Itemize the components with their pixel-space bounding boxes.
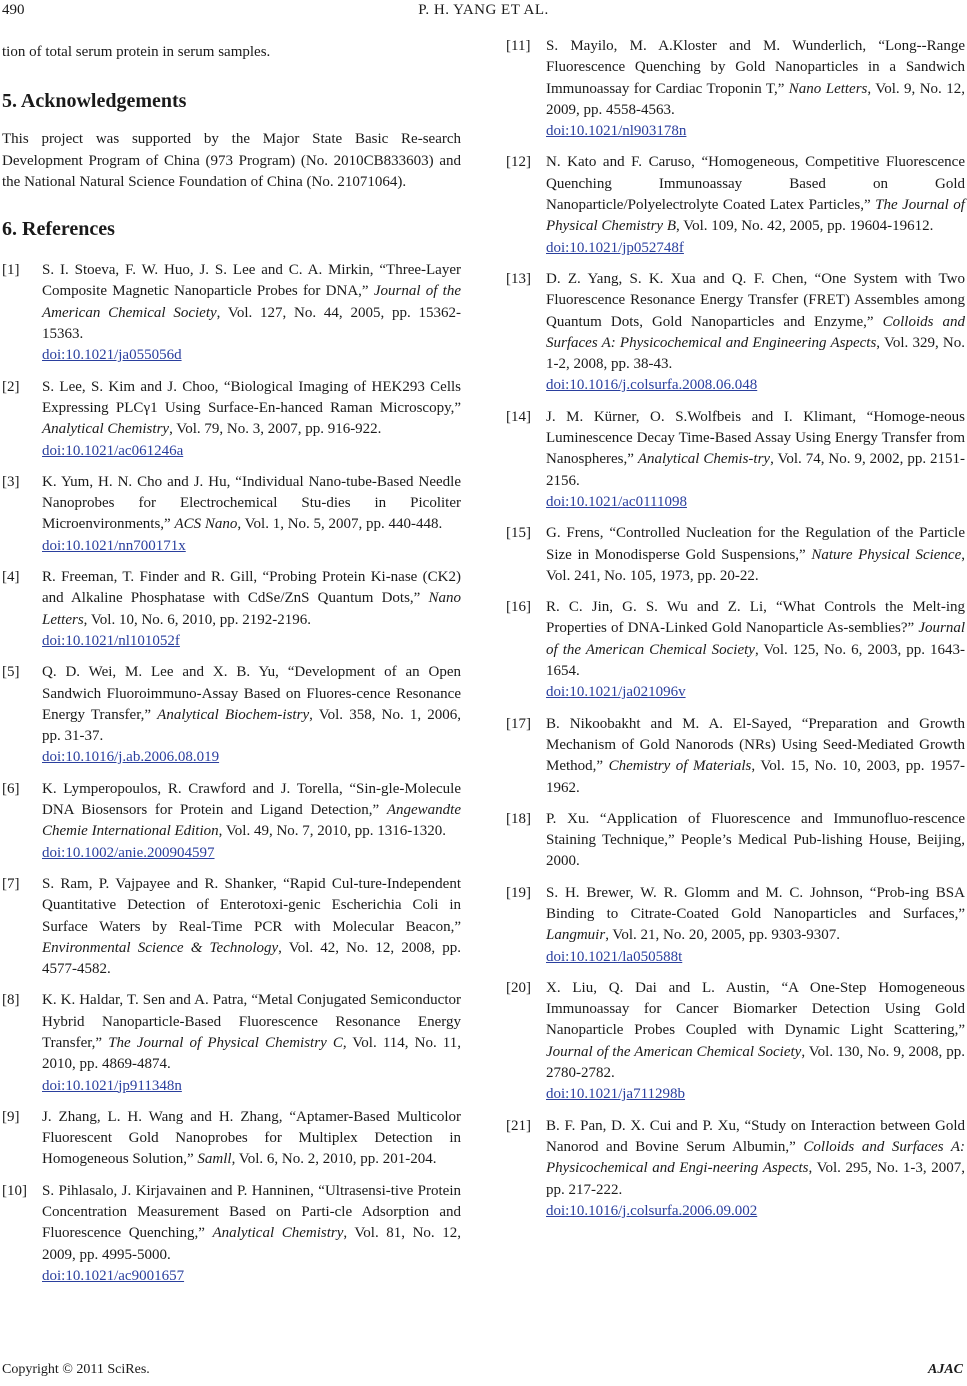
reference-number: [16] (506, 599, 531, 616)
reference-journal: ACS Nano (174, 516, 238, 533)
reference-text: B. F. Pan, D. X. Cui and P. Xu, “Study on Interaction between Gold Nanorod and Bovine Serum Albumin,” (546, 1117, 965, 1155)
reference-number: [11] (506, 38, 531, 54)
reference-journal: Environmental Science & Technology (42, 939, 279, 956)
reference-details: , Vol. 49, No. 7, 2010, pp. 1316-1320. (218, 823, 447, 840)
reference-text: J. Zhang, L. H. Wang and H. Zhang, “Aptamer-Based Multicolor Fluorescent Gold Nanoprobes for Multiplex Detection in Homogeneous Solution,” (42, 1108, 461, 1168)
doi-line (42, 631, 461, 652)
copyright: Copyright © 2011 SciRes. (2, 1362, 150, 1377)
reference-details: , Vol. 125, No. 6, 2003, pp. 1643-1654. (546, 641, 965, 680)
journal-abbrev: AJAC (927, 1362, 963, 1377)
doi-link[interactable]: doi:10.1021/ac0111098 (546, 493, 687, 510)
reference-details: , Vol. 130, No. 9, 2008, pp. 2780-2782. (546, 1043, 965, 1082)
reference-text: X. Liu, Q. Dai and L. Austin, “A One-Step Homogeneous Immunoassay for Cancer Biomarker Detection Using Gold Nanoparticle Probes Coupled with Dynamic Light Scattering,” (546, 979, 965, 1039)
reference-details: , Vol. 241, No. 105, 1973, pp. 20-22. (546, 546, 966, 584)
reference-text: K. Yum, H. N. Cho and J. Hu, “Individual Nano-tube-Based Needle Nanoprobes for Electrochemical Stu-dies in Picoliter Microenvironments,” (42, 473, 461, 533)
doi-line (546, 238, 965, 259)
reference-number: [7] (2, 875, 20, 892)
doi-link[interactable]: doi:10.1021/jp052748f (546, 239, 684, 256)
reference-number: [14] (506, 408, 531, 425)
reference-number: [12] (506, 154, 531, 171)
reference-number: [2] (2, 378, 20, 395)
reference-number: [5] (2, 664, 20, 681)
doi-link[interactable]: doi:10.1021/jp911348n (42, 1077, 182, 1094)
reference-number: [1] (2, 262, 20, 279)
doi-link[interactable]: doi:10.1021/la050588t (546, 948, 683, 965)
reference-text: N. Kato and F. Caruso, “Homogeneous, Competitive Fluorescence Quenching Immunoassay Based on Gold Nanoparticle/Polyelectrolyte Coated Latex Particles,” (546, 154, 965, 214)
reference-details: , Vol. 358, No. 1, 2006, pp. 31-37. (42, 706, 461, 745)
doi-link[interactable]: doi:10.1021/nl101052f (42, 632, 180, 649)
reference-number: [15] (506, 525, 531, 542)
reference-item (506, 36, 965, 142)
reference-item (506, 883, 965, 968)
reference-text: R. C. Jin, G. S. Wu and Z. Li, “What Controls the Melt-ing Properties of DNA-Linked Gold Nanoparticle As-semblies?” (546, 599, 965, 637)
reference-text: J. M. Kürner, O. S.Wolfbeis and I. Klimant, “Homoge-neous Luminescence Decay Time-Based Assay Using Energy Transfer from Nanospheres,” (546, 408, 965, 468)
reference-details: , Vol. 81, No. 12, 2009, pp. 4995-5000. (42, 1225, 461, 1263)
reference-item (506, 152, 965, 258)
reference-details: , Vol. 6, No. 2, 2010, pp. 201-204. (231, 1151, 437, 1168)
reference-journal: Journal of the American Chemical Society (546, 1043, 802, 1060)
doi-line (42, 1266, 461, 1287)
reference-details: , Vol. 79, No. 3, 2007, pp. 916-922. (169, 421, 382, 438)
reference-details: , Vol. 109, No. 42, 2005, pp. 19604-19612. (675, 218, 934, 235)
reference-journal: Langmuir (546, 927, 606, 944)
reference-number: [3] (2, 473, 20, 490)
reference-number: [19] (506, 884, 531, 901)
reference-details: , Vol. 10, No. 6, 2010, pp. 2192-2196. (83, 611, 312, 628)
intro-text: tion of total serum protein in serum samples. (2, 44, 271, 60)
reference-text: Q. D. Wei, M. Lee and X. B. Yu, “Development of an Open Sandwich Fluoroimmuno-Assay Based on Fluores-cence Resonance Energy Transfer,” (42, 664, 461, 723)
doi-link[interactable]: doi:10.1002/anie.200904597 (42, 844, 215, 861)
reference-item (2, 1107, 461, 1171)
doi-line (546, 682, 965, 703)
reference-number: [13] (506, 270, 531, 287)
doi-line (42, 441, 461, 462)
references-heading: 6. References (2, 218, 115, 241)
reference-item (506, 978, 965, 1106)
reference-item (506, 809, 965, 873)
reference-details: , Vol. 15, No. 10, 2003, pp. 1957-1962. (546, 758, 965, 796)
reference-details: , Vol. 114, No. 11, 2010, pp. 4869-4874. (42, 1034, 461, 1073)
reference-details: , Vol. 74, No. 9, 2002, pp. 2151-2156. (546, 451, 966, 489)
doi-line (42, 345, 461, 366)
reference-item (506, 714, 965, 799)
reference-list-left (2, 260, 461, 1287)
reference-text: S. Pihlasalo, J. Kirjavainen and P. Hanninen, “Ultrasensi-tive Protein Concentration Measurement Based on Parti-cle Adsorption and Fluorescence Quenching,” (42, 1182, 461, 1242)
reference-text: S. Ram, P. Vajpayee and R. Shanker, “Rapid Cul-ture-Independent Quantitative Detection of Enterotoxi-genic Escherichia Coli in Surface Waters by Real-Time PCR with Molecular Beacon,” (42, 875, 461, 935)
reference-number: [18] (506, 810, 531, 827)
reference-item (2, 662, 461, 768)
reference-number: [20] (506, 979, 531, 996)
doi-link[interactable]: doi:10.1021/ac9001657 (42, 1267, 185, 1284)
reference-details: , Vol. 127, No. 44, 2005, pp. 15362-15363. (42, 304, 461, 343)
ack-heading: 5. Acknowledgements (2, 90, 187, 113)
reference-number: [21] (506, 1117, 531, 1134)
doi-link[interactable]: doi:10.1016/j.ab.2006.08.019 (42, 749, 220, 766)
reference-journal: Analytical Chemis-try (637, 451, 771, 468)
reference-journal: Samll (197, 1151, 232, 1168)
doi-link[interactable]: doi:10.1016/j.colsurfa.2008.06.048 (546, 377, 758, 394)
reference-journal: Chemistry of Materials (608, 758, 752, 775)
reference-text: K. Lymperopoulos, R. Crawford and J. Torella, “Sin-gle-Molecule DNA Biosensors for Protein and Ligand Detection,” (42, 780, 461, 819)
doi-line (42, 536, 461, 557)
reference-text: P. Xu. “Application of Fluorescence and Immunofluo-rescence Staining Technique,” People’s Medical Pub-lishing House, Beijing, 2000. (546, 810, 965, 870)
doi-line (546, 1084, 965, 1105)
reference-journal: The Journal of Physical Chemistry C (108, 1034, 343, 1051)
reference-details: , Vol. 42, No. 12, 2008, pp. 4577-4582. (42, 939, 461, 978)
reference-item (2, 990, 461, 1096)
reference-journal: Journal of the American Chemical Society (42, 283, 461, 321)
doi-link[interactable]: doi:10.1021/ja711298b (546, 1086, 686, 1103)
doi-link[interactable]: doi:10.1021/nl903178n (546, 123, 687, 140)
reference-item (506, 523, 965, 587)
reference-item (506, 269, 965, 397)
reference-item (2, 779, 461, 864)
doi-line (546, 121, 965, 142)
reference-text: S. Mayilo, M. A.Kloster and M. Wunderlich, “Long--Range Fluorescence Quenching by Gold Nanoparticles in a Sandwich Immunoassay for Cardiac Troponin T,” (546, 38, 965, 97)
reference-item (506, 407, 965, 513)
doi-line (42, 843, 461, 864)
reference-journal: Nano Letters (788, 80, 868, 97)
doi-line (42, 1076, 461, 1097)
reference-text: S. I. Stoeva, F. W. Huo, J. S. Lee and C. A. Mirkin, “Three-Layer Composite Magnetic Nanoparticle Probes for DNA,” (42, 262, 461, 300)
reference-details: , Vol. 1, No. 5, 2007, pp. 440-448. (237, 516, 443, 533)
reference-item (2, 472, 461, 557)
doi-link[interactable]: doi:10.1016/j.colsurfa.2006.09.002 (546, 1202, 758, 1219)
reference-item (2, 874, 461, 980)
doi-line (546, 1201, 965, 1222)
reference-details: , Vol. 21, No. 20, 2005, pp. 9303-9307. (605, 927, 841, 944)
reference-journal: The Journal of Physical Chemistry B (546, 197, 965, 235)
reference-text: B. Nikoobakht and M. A. El-Sayed, “Preparation and Growth Mechanism of Gold Nanorods (NRs) Using Seed-Mediated Growth Method,” (546, 715, 965, 775)
doi-line (546, 492, 965, 513)
reference-item (2, 377, 461, 462)
reference-journal: Colloids and Surfaces A: Physicochemical and Engi-neering Aspects (546, 1138, 966, 1177)
doi-link[interactable]: doi:10.1021/nn700171x (42, 537, 186, 554)
left-column (2, 36, 461, 1297)
right-column (506, 36, 965, 1232)
ack-text: This project was supported by the Major State Basic Re-search Development Program of China (973 Program) (No. 2010CB833603) and the National Natural Science Foundation of China (No. 21071064). (2, 131, 461, 190)
doi-line (546, 947, 965, 968)
reference-text: K. K. Haldar, T. Sen and A. Patra, “Metal Conjugated Semiconductor Hybrid Nanoparticle-Based Fluorescence Resonance Energy Transfer,” (42, 992, 461, 1051)
reference-number: [8] (2, 992, 20, 1009)
reference-details: , Vol. 9, No. 12, 2009, pp. 4558-4563. (546, 80, 965, 118)
reference-journal: Angewandte Chemie International Edition (42, 802, 461, 840)
reference-list-right (506, 36, 965, 1222)
reference-journal: Analytical Chemistry (42, 421, 170, 438)
running-head: P. H. YANG ET AL. (418, 2, 549, 18)
reference-journal: Analytical Chemistry (212, 1225, 344, 1242)
reference-text: S. Lee, S. Kim and J. Choo, “Biological Imaging of HEK293 Cells Expressing PLCγ1 Using Surface-En-hanced Raman Microscopy,” (42, 378, 461, 416)
reference-number: [10] (2, 1182, 27, 1199)
reference-item (506, 597, 965, 703)
reference-number: [6] (2, 780, 20, 797)
doi-line (42, 747, 461, 768)
reference-number: [4] (2, 569, 20, 586)
reference-details: , Vol. 329, No. 1-2, 2008, pp. 38-43. (546, 334, 965, 373)
reference-number: [9] (2, 1108, 20, 1125)
reference-details: , Vol. 295, No. 1-3, 2007, pp. 217-222. (546, 1160, 965, 1198)
reference-text: D. Z. Yang, S. K. Xua and Q. F. Chen, “One System with Two Fluorescence Resonance Energy Transfer (FRET) Assembles among Quantum Dots, Gold Nanoparticles and Enzyme,” (546, 270, 965, 330)
reference-text: S. H. Brewer, W. R. Glomm and M. C. Johnson, “Prob-ing BSA Binding to Citrate-Coated Gold Nanoparticles and Surfaces,” (546, 884, 965, 922)
reference-journal: Nano Letters (42, 590, 461, 628)
reference-journal: Colloids and Surfaces A: Physicochemical and Engineering Aspects (546, 313, 965, 351)
doi-line (546, 375, 965, 396)
reference-journal: Analytical Biochem-istry (157, 706, 310, 723)
reference-journal: Journal of the American Chemical Society (546, 620, 965, 658)
reference-item (2, 1181, 461, 1287)
reference-item (506, 1116, 965, 1222)
reference-number: [17] (506, 715, 531, 732)
reference-text: G. Frens, “Controlled Nucleation for the Regulation of the Particle Size in Monodisperse Gold Suspensions,” (546, 525, 965, 563)
doi-link[interactable]: doi:10.1021/ac061246a (42, 442, 184, 459)
reference-item (2, 567, 461, 652)
reference-text: R. Freeman, T. Finder and R. Gill, “Probing Protein Ki-nase (CK2) and Alkaline Phosphatase with CdSe/ZnS Quantum Dots,” (42, 569, 461, 607)
reference-journal: Nature Physical Science (811, 546, 962, 563)
page-header (0, 0, 967, 24)
doi-link[interactable]: doi:10.1021/ja021096v (546, 684, 686, 701)
reference-item (2, 260, 461, 366)
page-number: 490 (2, 2, 25, 18)
doi-link[interactable]: doi:10.1021/ja055056d (42, 347, 182, 364)
